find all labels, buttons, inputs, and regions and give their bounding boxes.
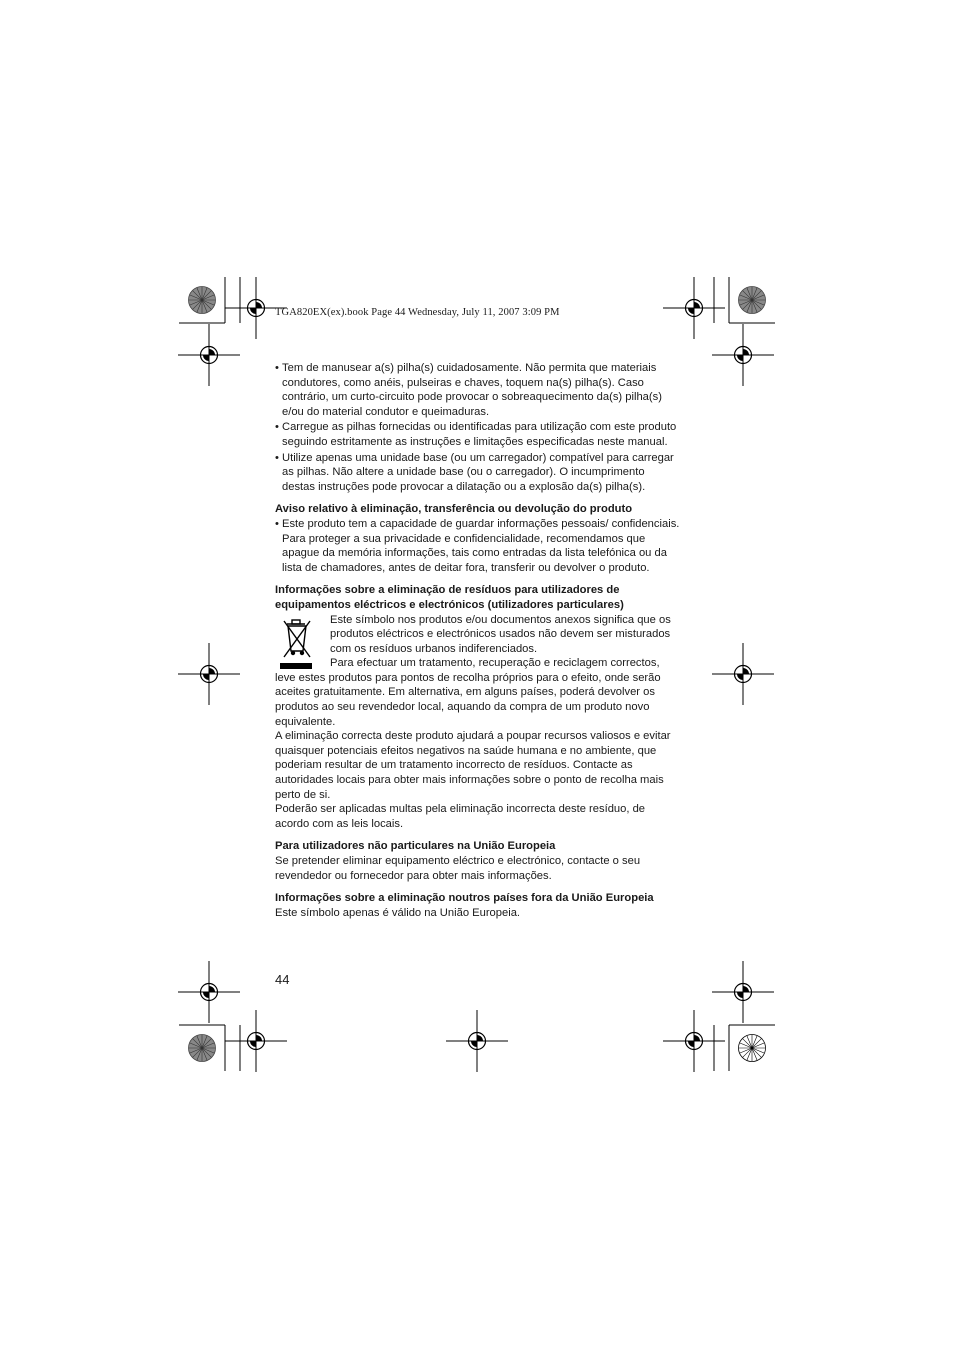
registration-mark-icon [663, 277, 725, 339]
registration-mark-icon [712, 324, 774, 386]
business-heading: Para utilizadores não particulares na União Europeia [275, 840, 556, 853]
registration-mark-icon [178, 643, 240, 705]
registration-mark-icon [712, 643, 774, 705]
registration-mark-icon [712, 961, 774, 1023]
color-target-icon [189, 287, 216, 314]
color-target-icon [739, 287, 766, 314]
registration-mark-icon [178, 324, 240, 386]
crossed-out-wheeled-bin-icon [275, 615, 319, 671]
weee-paragraph-3: A eliminação correcta deste produto ajudará a poupar recursos valiosos e evitar quaisquer potenciais efeitos negativos na saúde humana e no ambiente, que poderiam resultar de um tratamento incorrecto de resíduos. Contacte as autoridades locais para obter mais informações sobre o ponto de recolha mais perto de si. [275, 730, 671, 801]
battery-bullet-2: • Carregue as pilhas fornecidas ou identificadas para utilização com este produto seguindo estritamente as instruções e limitações especificadas neste manual. [275, 420, 680, 449]
notice-bullet: • Este produto tem a capacidade de guardar informações pessoais/ confidenciais. Para proteger a sua privacidade e confidencialidade, recomendamos que apague da memória informações, tais como entradas da lista telefónica ou da lista de chamadores, antes de deitar fora, transferir ou devolver o produto. [275, 517, 680, 575]
weee-section [275, 613, 680, 832]
other-countries-text: Este símbolo apenas é válido na União Europeia. [275, 906, 521, 919]
weee-paragraph-2: Para efectuar um tratamento, recuperação e reciclagem correctos, leve estes produtos para pontos de recolha próprios para o efeito, onde serão aceites gratuitamente. Em alternativa, em alguns países, poderá devolver os produtos ao seu revendedor local, aquando da compra de um produto novo equivalente. [275, 657, 661, 728]
registration-mark-icon [225, 1010, 287, 1072]
notice-heading: Aviso relativo à eliminação, transferência ou devolução do produto [275, 503, 633, 516]
registration-mark-icon [446, 1010, 508, 1072]
battery-bullet-3: • Utilize apenas uma unidade base (ou um carregador) compatível para carregar as pilhas. Não altere a unidade base (ou o carregador). O incumprimento destas instruções pode provocar a dilatação ou a explosão da(s) pilha(s). [275, 451, 680, 495]
page-number: 44 [275, 972, 290, 987]
registration-mark-icon [178, 961, 240, 1023]
weee-paragraph-1: Este símbolo nos produtos e/ou documentos anexos significa que os produtos eléctricos e electrónicos usados não devem ser misturados com os resíduos urbanos indiferenciados. [330, 613, 671, 655]
weee-paragraph-4: Poderão ser aplicadas multas pela eliminação incorrecta deste resíduo, de acordo com as leis locais. [275, 803, 646, 830]
weee-heading: Informações sobre a eliminação de resíduos para utilizadores de equipamentos eléctricos e electrónicos (utilizadores particulares) [275, 584, 624, 611]
color-target-icon [739, 1035, 766, 1062]
battery-bullet-1: • Tem de manusear a(s) pilha(s) cuidadosamente. Não permita que materiais condutores, como anéis, pulseiras e chaves, toquem na(s) pilha(s). Caso contrário, um curto-circuito pode provocar o sobreaquecimento da(s) pilha(s) e/ou do material condutor e queimaduras. [275, 361, 680, 419]
business-text: Se pretender eliminar equipamento eléctrico e electrónico, contacte o seu revendedor ou fornecedor para obter mais informações. [275, 855, 641, 882]
registration-mark-icon [663, 1010, 725, 1072]
other-countries-heading: Informações sobre a eliminação noutros países fora da União Europeia [275, 892, 654, 905]
page-content [275, 361, 680, 920]
print-info-header: TGA820EX(ex).book Page 44 Wednesday, July 11, 2007 3:09 PM [275, 307, 560, 318]
color-target-icon [189, 1035, 216, 1062]
